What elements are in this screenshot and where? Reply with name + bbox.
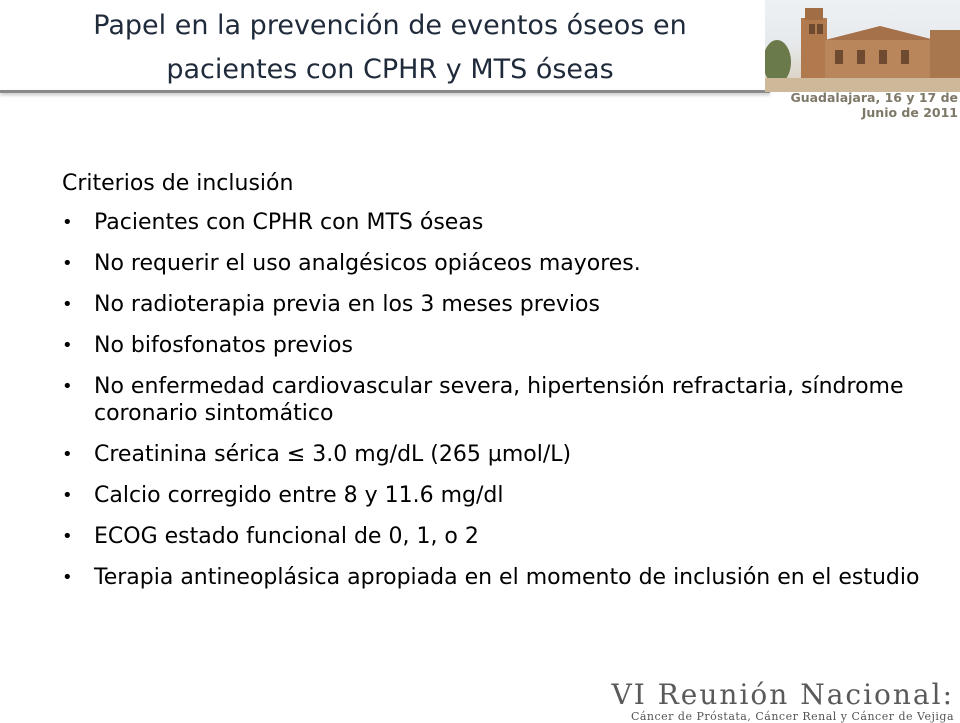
list-item — [62, 291, 922, 318]
list-item-text: No requerir el uso analgésicos opiáceos mayores. — [94, 251, 641, 276]
list-item-text: No enfermedad cardiovascular severa, hipertensión refractaria, síndrome coronario sintomático — [94, 374, 904, 426]
footer-subtitle: Cáncer de Próstata, Cáncer Renal y Cáncer de Vejiga — [630, 710, 954, 723]
bullet-icon: • — [62, 526, 73, 547]
church-photo-icon — [765, 0, 960, 92]
bullet-icon: • — [62, 335, 73, 356]
list-item — [62, 250, 922, 277]
bullet-icon: • — [62, 376, 73, 397]
list-item — [62, 332, 922, 359]
bullet-icon: • — [62, 253, 73, 274]
event-date: Guadalajara, 16 y 17 de Junio de 2011 — [790, 90, 958, 120]
inclusion-criteria-list — [62, 209, 922, 591]
list-item — [62, 482, 922, 509]
list-item-text: Terapia antineoplásica apropiada en el momento de inclusión en el estudio — [94, 565, 920, 590]
list-item — [62, 373, 922, 427]
bullet-icon: • — [62, 212, 73, 233]
list-item-text: Pacientes con CPHR con MTS óseas — [94, 210, 484, 235]
list-item — [62, 209, 922, 236]
footer-brand — [554, 680, 954, 723]
section-heading: Criterios de inclusión — [62, 171, 294, 196]
slide-title-line-2: pacientes con CPHR y MTS óseas — [166, 54, 614, 85]
list-item-text: ECOG estado funcional de 0, 1, o 2 — [94, 524, 479, 549]
bullet-icon: • — [62, 294, 73, 315]
bullet-icon: • — [62, 444, 73, 465]
list-item-text: No bifosfonatos previos — [94, 333, 353, 358]
slide-body — [62, 170, 922, 605]
footer-title: VI Reunión Nacional: — [611, 678, 954, 711]
list-item-text: Calcio corregido entre 8 y 11.6 mg/dl — [94, 483, 504, 508]
list-item — [62, 564, 922, 591]
slide-title — [40, 4, 740, 92]
bullet-icon: • — [62, 485, 73, 506]
list-item-text: Creatinina sérica ≤ 3.0 mg/dL (265 µmol/L) — [94, 442, 572, 467]
list-item-text: No radioterapia previa en los 3 meses previos — [94, 292, 600, 317]
list-item — [62, 523, 922, 550]
slide-title-line-1: Papel en la prevención de eventos óseos en — [93, 10, 687, 41]
bullet-icon: • — [62, 567, 73, 588]
title-divider — [0, 90, 770, 93]
list-item — [62, 441, 922, 468]
